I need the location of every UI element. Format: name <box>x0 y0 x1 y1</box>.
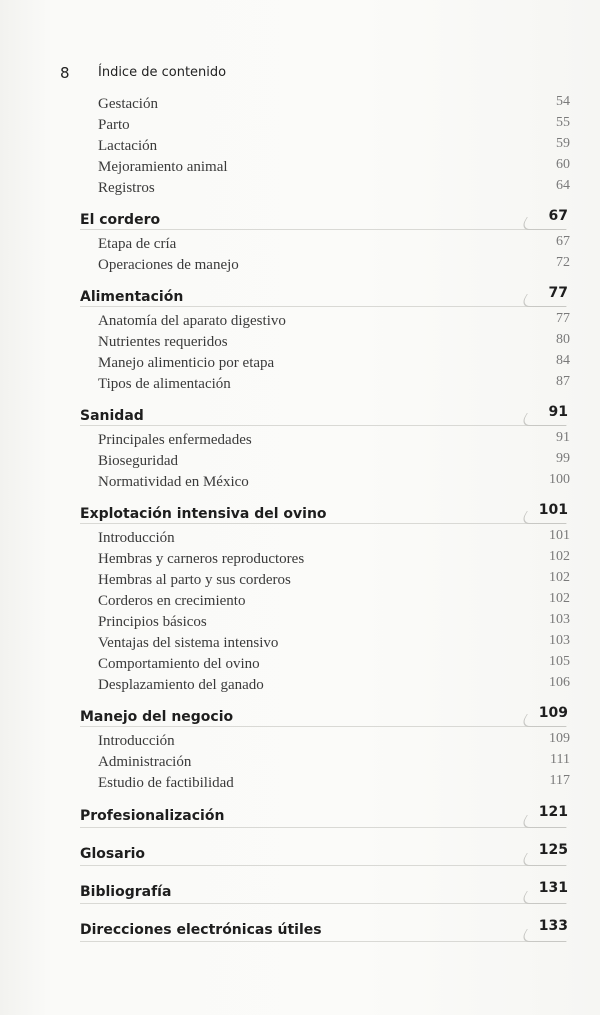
toc-subentry <box>74 430 570 451</box>
toc-subentry <box>74 374 570 395</box>
section-page-number: 102 <box>549 591 570 606</box>
chapter-title: Manejo del negocio <box>80 709 234 725</box>
toc-subentry <box>74 311 570 332</box>
section-title: Introducción <box>98 530 175 546</box>
toc-subentry <box>74 773 570 794</box>
chapter-title: Profesionalización <box>80 808 225 824</box>
section-page-number: 77 <box>556 311 570 326</box>
section-title: Nutrientes requeridos <box>98 334 228 350</box>
section-title: Registros <box>98 180 155 196</box>
chapter-rule <box>80 941 530 942</box>
section-title: Tipos de alimentación <box>98 376 231 392</box>
toc-subentry <box>74 178 570 199</box>
toc-subentry <box>74 332 570 353</box>
chapter-rule <box>80 903 530 904</box>
section-title: Operaciones de manejo <box>98 257 239 273</box>
section-page-number: 91 <box>556 430 570 445</box>
chapter-title: Sanidad <box>80 408 144 424</box>
toc-subentry <box>74 94 570 115</box>
section-page-number: 102 <box>549 549 570 564</box>
toc-subentry <box>74 570 570 591</box>
section-page-number: 72 <box>556 255 570 270</box>
section-page-number: 111 <box>550 752 570 767</box>
section-page-number: 80 <box>556 332 570 347</box>
toc-chapter-entry <box>74 200 570 234</box>
chapter-page-number: 101 <box>538 502 568 518</box>
chapter-rule <box>80 425 530 426</box>
chapter-page-number: 109 <box>538 705 568 721</box>
section-page-number: 103 <box>549 633 570 648</box>
chapter-rule <box>80 726 530 727</box>
section-title: Gestación <box>98 96 158 112</box>
section-title: Hembras y carneros reproductores <box>98 551 305 567</box>
toc-subentry <box>74 472 570 493</box>
section-page-number: 55 <box>556 115 570 130</box>
section-title: Comportamiento del ovino <box>98 656 260 672</box>
toc-chapter-entry <box>74 796 570 832</box>
chapter-title: Direcciones electrónicas útiles <box>80 922 322 938</box>
chapter-rule <box>80 306 530 307</box>
toc-chapter-entry <box>74 494 570 528</box>
table-of-contents <box>74 94 570 946</box>
toc-subentry <box>74 157 570 178</box>
section-title: Manejo alimenticio por etapa <box>98 355 275 371</box>
section-title: Bioseguridad <box>98 453 178 469</box>
section-page-number: 84 <box>556 353 570 368</box>
toc-chapter-entry <box>74 872 570 908</box>
running-title: Índice de contenido <box>98 65 227 80</box>
section-title: Principios básicos <box>98 614 207 630</box>
section-page-number: 100 <box>549 472 570 487</box>
section-title: Parto <box>98 117 130 133</box>
toc-subentry <box>74 353 570 374</box>
chapter-page-number: 77 <box>548 285 568 301</box>
section-title: Administración <box>98 754 192 770</box>
toc-chapter-entry <box>74 396 570 430</box>
section-page-number: 99 <box>556 451 570 466</box>
chapter-title: Glosario <box>80 846 146 862</box>
toc-subentry <box>74 136 570 157</box>
chapter-page-number: 91 <box>548 404 568 420</box>
section-page-number: 109 <box>549 731 570 746</box>
section-title: Estudio de factibilidad <box>98 775 234 791</box>
section-title: Hembras al parto y sus corderos <box>98 572 291 588</box>
section-page-number: 60 <box>556 157 570 172</box>
toc-chapter-entry <box>74 277 570 311</box>
toc-subentry <box>74 549 570 570</box>
toc-subentry <box>74 731 570 752</box>
section-title: Mejoramiento animal <box>98 159 228 175</box>
chapter-rule <box>80 523 530 524</box>
page-header <box>60 64 560 84</box>
section-page-number: 64 <box>556 178 570 193</box>
section-page-number: 102 <box>549 570 570 585</box>
toc-subentry <box>74 234 570 255</box>
chapter-page-number: 67 <box>548 208 568 224</box>
section-page-number: 87 <box>556 374 570 389</box>
section-title: Lactación <box>98 138 158 154</box>
section-page-number: 103 <box>549 612 570 627</box>
section-page-number: 54 <box>556 94 570 109</box>
chapter-title: Alimentación <box>80 289 184 305</box>
chapter-title: Bibliografía <box>80 884 172 900</box>
section-title: Corderos en crecimiento <box>98 593 246 609</box>
section-page-number: 101 <box>549 528 570 543</box>
section-title: Desplazamiento del ganado <box>98 677 264 693</box>
section-title: Normatividad en México <box>98 474 249 490</box>
section-title: Principales enfermedades <box>98 432 252 448</box>
chapter-page-number: 131 <box>538 880 568 896</box>
chapter-rule <box>80 229 530 230</box>
toc-subentry <box>74 752 570 773</box>
section-page-number: 67 <box>556 234 570 249</box>
section-title: Anatomía del aparato digestivo <box>98 313 286 329</box>
section-page-number: 105 <box>549 654 570 669</box>
chapter-page-number: 125 <box>538 842 568 858</box>
section-title: Introducción <box>98 733 175 749</box>
toc-subentry <box>74 633 570 654</box>
chapter-title: El cordero <box>80 212 161 228</box>
toc-subentry <box>74 654 570 675</box>
toc-subentry <box>74 612 570 633</box>
toc-subentry <box>74 675 570 696</box>
toc-chapter-entry <box>74 697 570 731</box>
toc-chapter-entry <box>74 834 570 870</box>
section-title: Etapa de cría <box>98 236 177 252</box>
chapter-rule <box>80 865 530 866</box>
chapter-page-number: 121 <box>538 804 568 820</box>
section-page-number: 106 <box>549 675 570 690</box>
toc-subentry <box>74 591 570 612</box>
toc-subentry <box>74 451 570 472</box>
section-page-number: 117 <box>549 773 570 788</box>
chapter-title: Explotación intensiva del ovino <box>80 506 327 522</box>
section-title: Ventajas del sistema intensivo <box>98 635 279 651</box>
toc-subentry <box>74 528 570 549</box>
toc-subentry <box>74 115 570 136</box>
section-page-number: 59 <box>556 136 570 151</box>
page-number: 8 <box>60 64 70 82</box>
chapter-page-number: 133 <box>538 918 568 934</box>
chapter-rule <box>80 827 530 828</box>
toc-chapter-entry <box>74 910 570 946</box>
toc-subentry <box>74 255 570 276</box>
